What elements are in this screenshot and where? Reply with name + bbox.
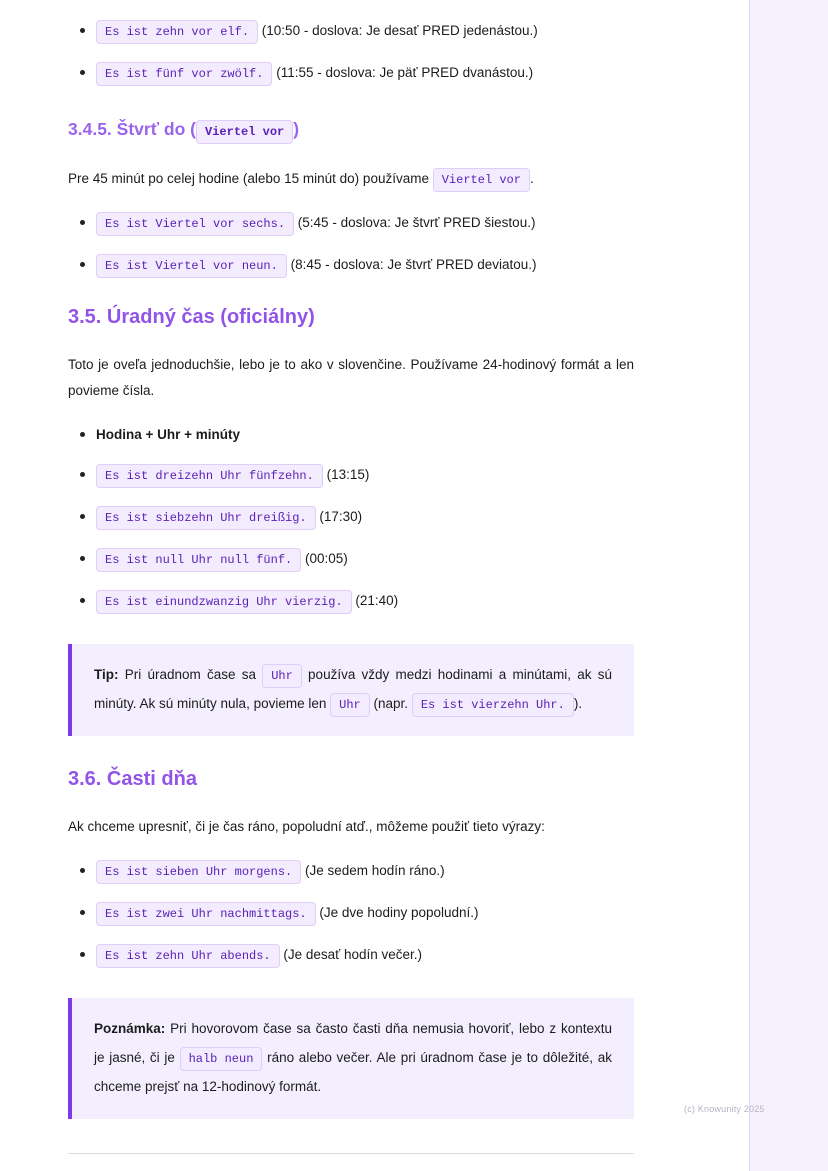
- tip-code-3: Es ist vierzehn Uhr.: [412, 693, 574, 717]
- example-code: Es ist Viertel vor sechs.: [96, 212, 294, 236]
- heading-3-5: 3.5. Úradný čas (oficiálny): [68, 306, 315, 328]
- paragraph-3-5: Toto je oveľa jednoduchšie, lebo je to ako v slovenčine. Používame 24-hodinový formát a len povieme čísla.: [68, 357, 634, 398]
- list-item: [68, 902, 634, 926]
- example-gloss: (17:30): [319, 509, 363, 524]
- example-code: Es ist fünf vor zwölf.: [96, 62, 272, 86]
- paragraph-3-6: Ak chceme upresniť, či je čas ráno, popoludní atď., môžeme použiť tieto výrazy:: [68, 819, 545, 834]
- example-gloss: (21:40): [355, 593, 399, 608]
- list-item-formula: Hodina + Uhr + minúty: [68, 424, 634, 446]
- note-text-1: Pri hovorovom čase sa často časti dňa nemusia hovoriť, lebo z kontextu je jasné, či je: [94, 1021, 612, 1065]
- example-gloss: (5:45 - doslova: Je štvrť PRED šiestou.): [297, 215, 536, 230]
- tip-text-4: ).: [573, 696, 583, 711]
- paragraph-text-before: Pre 45 minút po celej hodine (alebo 15 minút do) používame: [68, 171, 429, 186]
- example-gloss: (11:55 - doslova: Je päť PRED dvanástou.): [276, 65, 534, 80]
- examples-3-5: [68, 424, 634, 614]
- example-code: Es ist einundzwanzig Uhr vierzig.: [96, 590, 352, 614]
- note-label: Poznámka:: [94, 1021, 166, 1036]
- footer-divider: [68, 1153, 634, 1154]
- tip-text-3: (napr.: [373, 696, 409, 711]
- list-item: [68, 254, 634, 278]
- example-code: Es ist sieben Uhr morgens.: [96, 860, 301, 884]
- example-code: Es ist Viertel vor neun.: [96, 254, 287, 278]
- example-gloss: (Je sedem hodín ráno.): [305, 863, 445, 878]
- example-gloss: (8:45 - doslova: Je štvrť PRED deviatou.): [290, 257, 537, 272]
- tip-text-2: používa vždy medzi hodinami a minútami, ak sú minúty. Ak sú minúty nula, povieme len: [94, 667, 612, 711]
- examples-3-6: [68, 860, 634, 968]
- tip-code-2: Uhr: [330, 693, 370, 717]
- tip-callout: [68, 644, 634, 736]
- heading-text-suffix: ): [293, 119, 300, 139]
- tip-text-1: Pri úradnom čase sa: [124, 667, 256, 682]
- list-item: [68, 212, 634, 236]
- example-gloss: (13:15): [326, 467, 370, 482]
- example-code: Es ist dreizehn Uhr fünfzehn.: [96, 464, 323, 488]
- note-code-1: halb neun: [180, 1047, 263, 1071]
- example-code: Es ist siebzehn Uhr dreißig.: [96, 506, 316, 530]
- paragraph-3-4-5: [68, 166, 634, 192]
- tip-label: Tip:: [94, 667, 119, 682]
- heading-3-4-5: [68, 118, 634, 144]
- right-margin-rail: [749, 0, 828, 1171]
- tip-code-1: Uhr: [262, 664, 302, 688]
- example-gloss: (00:05): [305, 551, 348, 566]
- example-code: Es ist zehn vor elf.: [96, 20, 258, 44]
- paragraph-text-after: .: [529, 171, 534, 186]
- list-item: [68, 590, 634, 614]
- heading-3-6: 3.6. Časti dňa: [68, 768, 197, 790]
- list-item: [68, 464, 634, 488]
- top-examples-list: [68, 20, 634, 86]
- list-item: [68, 506, 634, 530]
- example-code: Es ist zwei Uhr nachmittags.: [96, 902, 316, 926]
- examples-3-4-5: [68, 212, 634, 278]
- note-callout: [68, 998, 634, 1119]
- example-gloss: (10:50 - doslova: Je desať PRED jedenástou.): [261, 23, 538, 38]
- example-code: Es ist null Uhr null fünf.: [96, 548, 301, 572]
- example-code: Es ist zehn Uhr abends.: [96, 944, 280, 968]
- heading-text-prefix: 3.4.5. Štvrť do (: [68, 119, 197, 139]
- list-item: [68, 62, 634, 86]
- copyright-note: (c) Knowunity 2025: [684, 1104, 765, 1114]
- list-item: [68, 20, 634, 44]
- list-item: [68, 548, 634, 572]
- document-content: [68, 20, 634, 1154]
- example-gloss: (Je desať hodín večer.): [283, 947, 423, 962]
- heading-code: Viertel vor: [196, 120, 293, 144]
- paragraph-code: Viertel vor: [433, 168, 530, 192]
- list-item: [68, 860, 634, 884]
- list-item: [68, 944, 634, 968]
- note-text-2: ráno alebo večer. Ale pri úradnom čase je to dôležité, ak chceme prejsť na 12-hodinový formát.: [94, 1050, 612, 1094]
- example-gloss: (Je dve hodiny popoludní.): [319, 905, 479, 920]
